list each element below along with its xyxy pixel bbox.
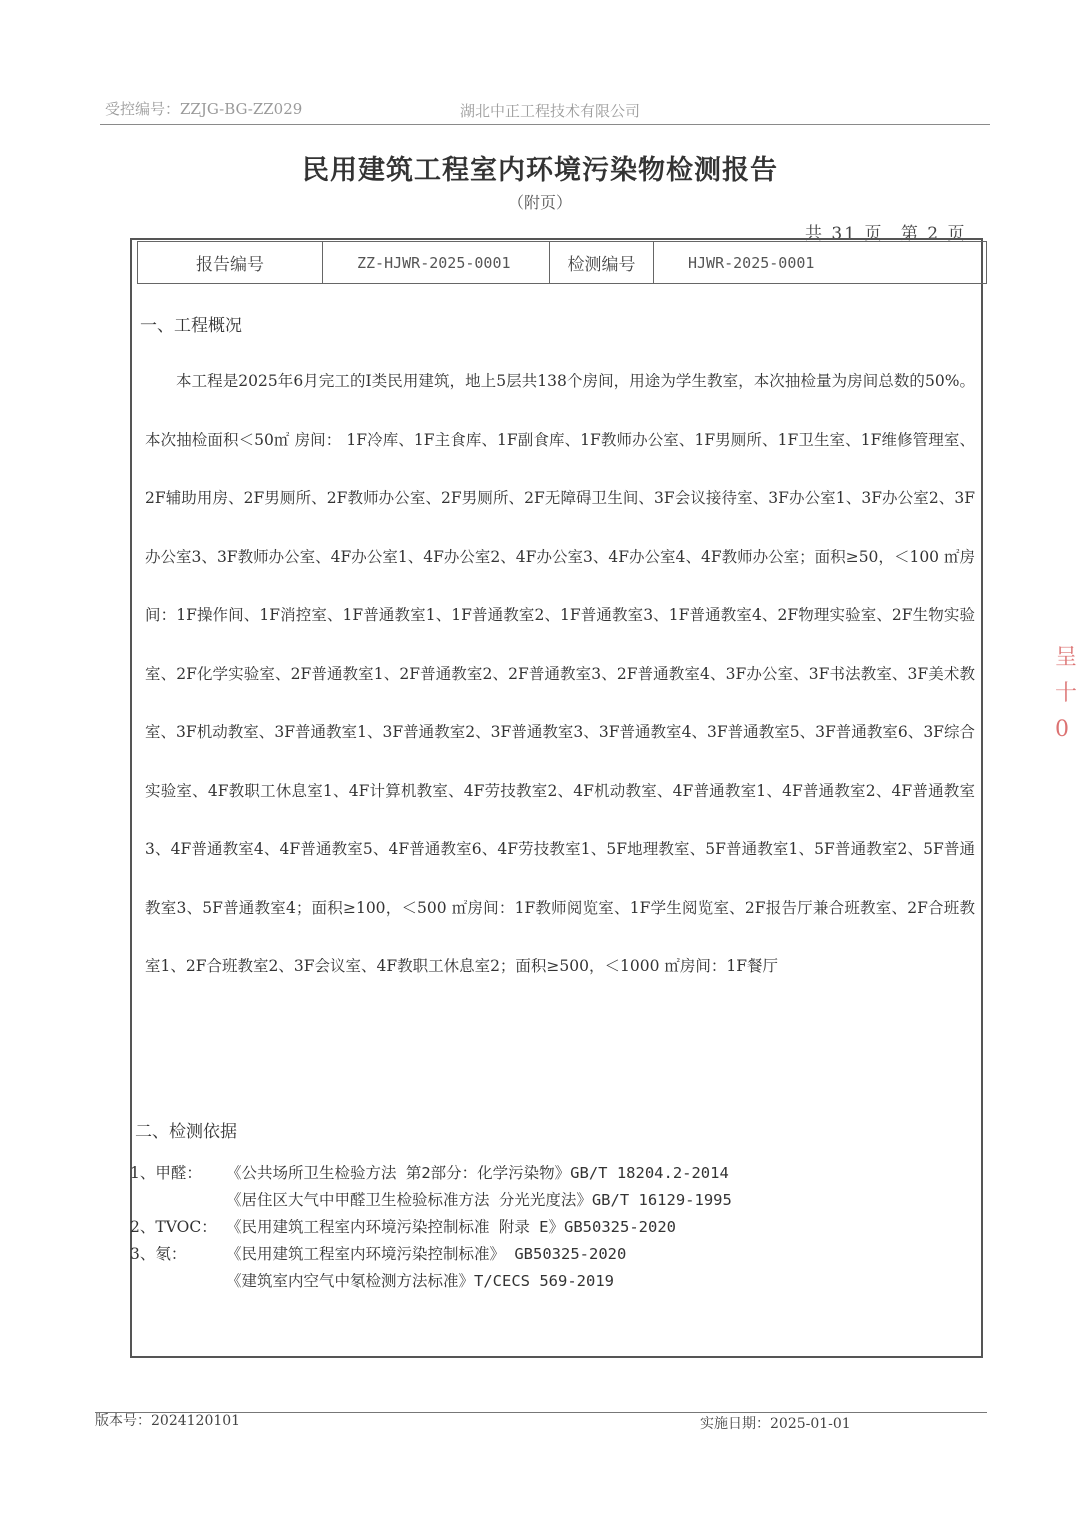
test-number-value: HJWR-2025-0001 [688,253,815,272]
effective-date: 实施日期：2025-01-01 [700,1416,851,1432]
basis-line: 《民用建筑工程室内环境污染控制标准 附录 E》GB50325-2020 [226,1218,676,1236]
basis-item-1 [226,1160,966,1214]
version-number: 版本号：2024120101 [95,1413,241,1429]
control-number: 受控编号：ZZJG-BG-ZZ029 [105,100,303,118]
basis-line: 《民用建筑工程室内环境污染控制标准》 GB50325-2020 [226,1245,627,1263]
page-current: 第 2 页 [900,224,967,244]
basis-item-3-label: 3、氡： [130,1245,187,1263]
basis-line: 《公共场所卫生检验方法 第2部分：化学污染物》GB/T 18204.2-2014 [226,1164,729,1182]
stamp-char: 十 [1055,681,1078,706]
basis-item-3 [226,1241,966,1295]
report-title: 民用建筑工程室内环境污染物检测报告 [302,155,778,186]
report-number-label: 报告编号 [138,242,323,283]
basis-line: 《建筑室内空气中氡检测方法标准》T/CECS 569-2019 [226,1272,614,1290]
header-divider [100,124,990,125]
seal-stamp-fragment [1055,640,1080,810]
page-total: 共 31 页 [805,224,884,244]
section1-heading: 一、工程概况 [140,316,242,336]
project-overview [145,352,975,996]
test-number-label: 检测编号 [550,242,654,283]
stamp-char: 呈 [1055,645,1078,670]
report-number-value: ZZ-HJWR-2025-0001 [323,242,550,283]
basis-item-1-label: 1、甲醛： [130,1164,202,1182]
basis-item-2-label: 2、TVOC： [130,1218,217,1236]
basis-line: 《居住区大气中甲醛卫生检验标准方法 分光光度法》GB/T 16129-1995 [226,1191,732,1209]
stamp-char: 0 [1055,717,1069,742]
section2-heading: 二、检测依据 [135,1122,237,1142]
project-overview-text: 本工程是2025年6月完工的Ⅰ类民用建筑，地上5层共138个房间，用途为学生教室，本次抽检量为房间总数的50%。本次抽检面积＜50㎡ 房间： 1F冷库、1F主食库、1F副食库、1F教师办公室、1F男厕所、1F卫生室、1F维修管理室、2F辅助用房、2F男厕所、2F教师办公室、2F男厕所、2F无障碍卫生间、3F会议接待室、3F办公室1、3F办公室2、3F办公室3、3F教师办公室、4F办公室1、4F办公室2、4F办公室3、4F办公室4、4F教师办公室；面积≥50，＜100 ㎡房间：1F操作间、1F消控室、1F普通教室1、1F普通教室2、1F普通教室3、1F普通教室4、2F物理实验室、2F生物实验室、2F化学实验室、2F普通教室1、2F普通教室2、2F普通教室3、2F普通教室4、3F办公室、3F书法教室、3F美术教室、3F机动教室、3F普通教室1、3F普通教室2、3F普通教室3、3F普通教室4、3F普通教室5、3F普通教室6、3F综合实验室、4F教职工休息室1、4F计算机教室、4F劳技教室2、4F机动教室、4F普通教室1、4F普通教室2、4F普通教室3、4F普通教室4、4F普通教室5、4F普通教室6、4F劳技教室1、5F地理教室、5F普通教室1、5F普通教室2、5F普通教室3、5F普通教室4；面积≥100，＜500 ㎡房间：1F教师阅览室、1F学生阅览室、2F报告厅兼合班教室、2F合班教室1、2F合班教室2、3F会议室、4F教职工休息室2；面积≥500，＜1000 ㎡房间：1F餐厅 [145,372,975,975]
basis-item-2 [226,1214,966,1241]
company-name: 湖北中正工程技术有限公司 [460,102,641,120]
info-row [137,241,987,284]
report-subtitle: （附页） [507,193,572,212]
